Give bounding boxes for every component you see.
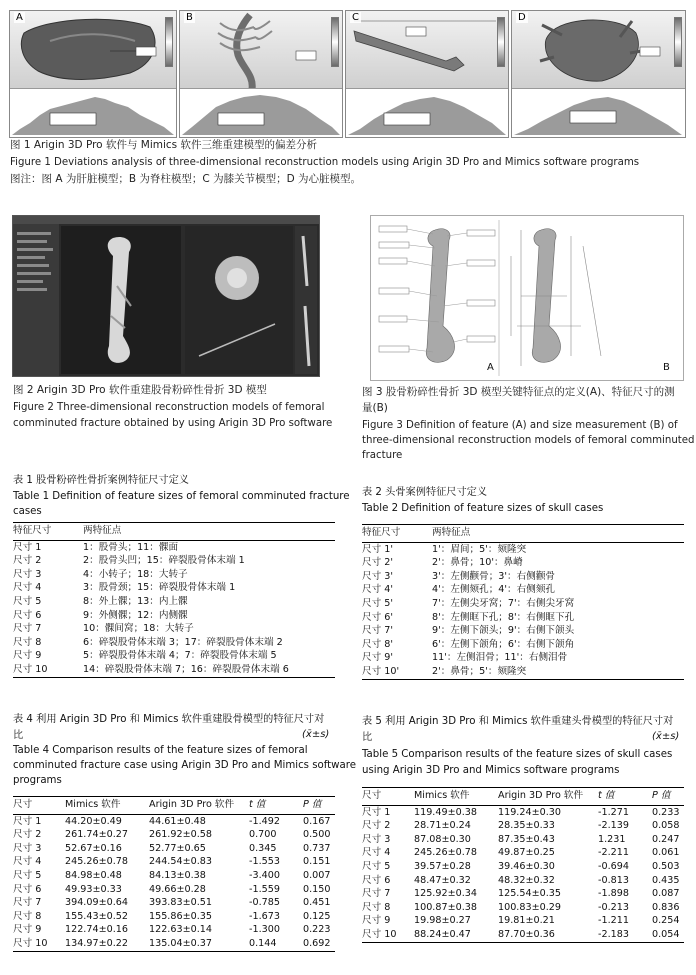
figure-1-panel-b [179, 10, 343, 138]
table-1 [13, 522, 335, 678]
figure-1-caption-zh: 图 1 Arigin 3D Pro 软件与 Mimics 软件三维重建模型的偏差分析 [10, 139, 317, 151]
table-cell: 0.836 [652, 901, 680, 913]
table-2-header-cell: 两特征点 [432, 525, 684, 543]
figure-3-caption-en-line-3: fracture [362, 450, 403, 461]
table-cell: 394.09±0.64 [65, 897, 128, 909]
table-cell: 尺寸 4 [13, 582, 42, 594]
table-cell: -0.694 [598, 860, 629, 872]
figure-3-caption-zh-line-1: 图 3 股骨粉碎性骨折 3D 模型关键特征点的定义(A)、特征尺寸的测 [362, 386, 675, 398]
table-4-title-zh-line-1: 表 4 利用 Arigin 3D Pro 和 Mimics 软件重建股骨模型的特征尺寸对 [13, 714, 325, 725]
table-cell: 3'：左侧颧骨；3'：右侧颧骨 [432, 570, 556, 582]
table-cell: 0.058 [652, 820, 680, 832]
knee-model-view [346, 11, 508, 89]
table-cell: 尺寸 3 [13, 568, 42, 580]
table-cell: 135.04±0.37 [149, 937, 249, 951]
table-row [13, 828, 335, 842]
table-cell: 0.254 [652, 915, 680, 927]
table-5-header-cell: Arigin 3D Pro 软件 [498, 788, 598, 806]
table-cell: 尺寸 5 [13, 595, 42, 607]
table-cell: 尺寸 9' [362, 652, 393, 664]
table-cell: -1.211 [598, 915, 629, 927]
table-cell: 87.35±0.43 [498, 833, 555, 845]
table-cell: 44.20±0.49 [65, 815, 122, 827]
table-cell: 134.97±0.22 [65, 937, 149, 951]
table-cell: 0.167 [303, 815, 331, 827]
knee-model-icon [346, 11, 508, 89]
table-cell: 2'：鼻骨；5'：颏隆突 [432, 665, 684, 679]
table-cell: 尺寸 10 [13, 663, 83, 677]
table-row [13, 540, 335, 554]
table-cell: 尺寸 1 [362, 806, 391, 818]
deviation-color-scale [674, 17, 682, 67]
figure-3-model-diagram [370, 215, 684, 381]
table-cell: 0.233 [652, 806, 680, 818]
figure-3-label-a: A [487, 362, 494, 373]
table-cell: 125.92±0.34 [414, 888, 477, 900]
table-cell: 0.503 [652, 860, 680, 872]
table-4-header-cell: Arigin 3D Pro 软件 [149, 797, 249, 815]
figure-1-caption-en: Figure 1 Deviations analysis of three-dimensional reconstruction models using Arigin 3D Pro and Mimics software programs [10, 157, 640, 168]
table-cell: 84.13±0.38 [149, 869, 206, 881]
table-cell: 100.83±0.29 [498, 901, 561, 913]
table-cell: 6'：左侧下颌角；6'：右侧下颌角 [432, 638, 575, 650]
table-cell: 9：外侧髁；12：内侧髁 [83, 609, 188, 621]
table-row [362, 651, 684, 665]
table-row [13, 814, 335, 828]
table-4-header-cell: Mimics 软件 [65, 797, 149, 815]
table-cell: 尺寸 1 [13, 541, 42, 553]
table-cell: -0.813 [598, 874, 629, 886]
table-row [13, 855, 335, 869]
table-cell: -3.400 [249, 869, 280, 881]
table-cell: 尺寸 2 [13, 829, 42, 841]
table-cell: 尺寸 6 [13, 883, 42, 895]
heart-model-view [512, 11, 685, 89]
table-cell: -0.213 [598, 901, 629, 913]
table-cell: 28.35±0.33 [498, 820, 555, 832]
table-cell: 10：髁间窝；18：大转子 [83, 623, 194, 635]
table-row [362, 846, 684, 860]
deviation-histogram [180, 88, 342, 137]
table-cell: 尺寸 5 [13, 869, 42, 881]
table-row [362, 805, 684, 819]
femur-feature-points-icon [371, 216, 683, 380]
table-row [13, 568, 335, 582]
table-cell: 48.32±0.32 [498, 874, 555, 886]
table-5 [362, 787, 684, 943]
table-cell: 尺寸 1' [362, 543, 393, 555]
table-cell: 1：股骨头；11：髁面 [83, 541, 179, 553]
table-cell: 0.007 [303, 869, 331, 881]
table-cell: 0.500 [303, 829, 331, 841]
table-cell: 尺寸 2 [362, 820, 391, 832]
table-2-title-en: Table 2 Definition of feature sizes of skull cases [362, 503, 604, 514]
table-5-header-row [362, 788, 684, 806]
table-cell: 39.57±0.28 [414, 860, 471, 872]
table-row [362, 887, 684, 901]
table-5-title-en-line-1: Table 5 Comparison results of the feature sizes of skull cases [362, 749, 673, 760]
table-cell: 2：股骨头凹；15：碎裂股骨体末端 1 [83, 555, 245, 567]
table-5-title-zh-line-2: 比 [362, 732, 373, 743]
figure-3-label-b: B [663, 362, 670, 373]
panel-letter-a: A [16, 12, 23, 23]
deviation-histogram [10, 88, 176, 137]
table-row [362, 928, 684, 942]
table-row [362, 542, 684, 556]
table-cell: 4'：左侧颏孔；4'：右侧颏孔 [432, 584, 556, 596]
table-4-header-cell: t 值 [249, 797, 303, 815]
table-cell: 尺寸 2 [13, 555, 42, 567]
table-5-stat-notation: (x̄±s) [652, 731, 680, 742]
table-cell: 尺寸 4' [362, 584, 393, 596]
table-cell: 87.08±0.30 [414, 833, 471, 845]
table-cell: 261.74±0.27 [65, 829, 128, 841]
table-cell: 0.247 [652, 833, 680, 845]
table-cell: 245.26±0.78 [414, 847, 477, 859]
table-cell: 尺寸 8 [13, 636, 42, 648]
table-cell: 87.70±0.36 [498, 928, 598, 942]
table-row [13, 649, 335, 663]
deviation-color-scale [497, 17, 505, 67]
table-cell: 261.92±0.58 [149, 829, 212, 841]
table-cell: 6：碎裂股骨体末端 3；17：碎裂股骨体末端 2 [83, 636, 283, 648]
table-cell: 0.087 [652, 888, 680, 900]
spine-model-icon [180, 11, 342, 89]
table-2-header-row [362, 525, 684, 543]
deviation-histogram [346, 88, 508, 137]
table-row [362, 901, 684, 915]
table-cell: 155.43±0.52 [65, 910, 128, 922]
table-row [13, 937, 335, 951]
liver-model-view [10, 11, 176, 89]
table-cell: 0.700 [249, 829, 277, 841]
table-cell: 9'：左侧下颌头；9'：右侧下颌头 [432, 625, 575, 637]
table-1-header-row [13, 523, 335, 541]
table-row [362, 583, 684, 597]
table-row [362, 914, 684, 928]
table-cell: 2'：鼻骨；10'：鼻嵴 [432, 557, 523, 569]
table-cell: 0.692 [303, 937, 335, 951]
table-cell: -2.139 [598, 820, 629, 832]
figure-3-caption-zh-line-2: 量(B) [362, 402, 388, 414]
table-cell: 52.67±0.16 [65, 842, 122, 854]
table-cell: 49.66±0.28 [149, 883, 206, 895]
table-cell: -1.898 [598, 888, 629, 900]
table-cell: -1.553 [249, 856, 280, 868]
table-cell: 0.144 [249, 937, 303, 951]
figure-2-software-screenshot [12, 215, 320, 377]
table-cell: 11'：左侧泪骨；11'：右侧泪骨 [432, 652, 568, 664]
deviation-histogram [512, 88, 685, 137]
table-cell: -1.673 [249, 910, 280, 922]
table-row [13, 663, 335, 677]
table-cell: 122.74±0.16 [65, 924, 128, 936]
table-cell: -1.300 [249, 924, 280, 936]
table-cell: 尺寸 8 [13, 910, 42, 922]
table-cell: 尺寸 3 [13, 842, 42, 854]
table-row [13, 923, 335, 937]
table-row [362, 556, 684, 570]
table-cell: 1.231 [598, 833, 626, 845]
figure-3-caption-en-line-2: three-dimensional reconstruction models of femoral comminuted [362, 435, 695, 446]
table-row [362, 611, 684, 625]
table-row [362, 833, 684, 847]
table-cell: 48.47±0.32 [414, 874, 471, 886]
table-cell: 1'：眉间；5'：颏隆突 [432, 543, 527, 555]
table-cell: 8'：左侧眶下孔；8'：右侧眶下孔 [432, 611, 575, 623]
figure-1-panel-c [345, 10, 509, 138]
table-5-title-zh-line-1: 表 5 利用 Arigin 3D Pro 和 Mimics 软件重建头骨模型的特征尺寸对 [362, 716, 674, 727]
table-cell: 0.125 [303, 910, 331, 922]
figure-1-panel-a [9, 10, 177, 138]
table-5-header-cell: t 值 [598, 788, 652, 806]
table-row [13, 554, 335, 568]
table-cell: -1.492 [249, 815, 280, 827]
table-cell: 尺寸 7 [13, 623, 42, 635]
table-row [13, 595, 335, 609]
table-cell: 122.63±0.14 [149, 924, 212, 936]
table-cell: 尺寸 10' [362, 665, 432, 679]
table-cell: 4：小转子；18：大转子 [83, 568, 188, 580]
liver-model-icon [10, 11, 176, 89]
table-4-stat-notation: (x̄±s) [302, 729, 330, 740]
table-cell: 119.24±0.30 [498, 806, 561, 818]
table-1-title-zh: 表 1 股骨粉碎性骨折案例特征尺寸定义 [13, 475, 189, 486]
table-cell: 尺寸 2' [362, 557, 393, 569]
table-cell: 3：股骨颈；15：碎裂股骨体末端 1 [83, 582, 236, 594]
table-cell: -0.785 [249, 897, 280, 909]
table-cell: 尺寸 6' [362, 611, 393, 623]
table-cell: 尺寸 4 [362, 847, 391, 859]
table-2-title-zh: 表 2 头骨案例特征尺寸定义 [362, 487, 488, 498]
panel-letter-b: B [186, 12, 193, 23]
table-cell: -1.559 [249, 883, 280, 895]
table-cell: 尺寸 9 [362, 915, 391, 927]
table-cell: 8：外上髁；13：内上髁 [83, 595, 188, 607]
table-cell: -1.271 [598, 806, 629, 818]
table-4-header-row [13, 797, 335, 815]
table-cell: 245.26±0.78 [65, 856, 128, 868]
spine-model-view [180, 11, 342, 89]
table-4-title-zh-line-2: 比 [13, 730, 24, 741]
panel-letter-d: D [518, 12, 526, 23]
table-2-header-cell: 特征尺寸 [362, 525, 432, 543]
table-cell: 尺寸 9 [13, 924, 42, 936]
figure-1-panel-d [511, 10, 686, 138]
table-cell: 尺寸 10 [362, 928, 414, 942]
table-row [362, 819, 684, 833]
table-5-header-cell: P 值 [652, 788, 684, 806]
table-row [13, 622, 335, 636]
table-cell: 49.87±0.25 [498, 847, 555, 859]
table-cell: 尺寸 1 [13, 815, 42, 827]
table-cell: 84.98±0.48 [65, 869, 122, 881]
panel-letter-c: C [352, 12, 359, 23]
figure-2-caption-zh: 图 2 Arigin 3D Pro 软件重建股骨粉碎性骨折 3D 模型 [13, 384, 267, 396]
table-cell: 尺寸 3 [362, 833, 391, 845]
table-cell: 49.93±0.33 [65, 883, 122, 895]
table-row [362, 570, 684, 584]
table-cell: 尺寸 8' [362, 638, 393, 650]
table-cell: 尺寸 6 [13, 609, 42, 621]
table-cell: 5：碎裂股骨体末端 4；7：碎裂股骨体末端 5 [83, 650, 277, 662]
table-cell: 尺寸 6 [362, 874, 391, 886]
table-cell: 100.87±0.38 [414, 901, 477, 913]
femur-reconstruction-icon [13, 216, 319, 376]
table-row [362, 597, 684, 611]
table-row [13, 842, 335, 856]
table-row [13, 910, 335, 924]
table-row [362, 624, 684, 638]
table-cell: 155.86±0.35 [149, 910, 212, 922]
table-cell: 尺寸 9 [13, 650, 42, 662]
table-row [13, 869, 335, 883]
table-1-header-cell: 特征尺寸 [13, 523, 83, 541]
figure-2-caption-en-line-1: Figure 2 Three-dimensional reconstruction models of femoral [13, 402, 325, 413]
deviation-color-scale [165, 17, 173, 67]
table-cell: 19.81±0.21 [498, 915, 555, 927]
table-cell: 125.54±0.35 [498, 888, 561, 900]
table-row [13, 896, 335, 910]
table-cell: 0.345 [249, 842, 277, 854]
table-1-header-cell: 两特征点 [83, 523, 335, 541]
deviation-color-scale [331, 17, 339, 67]
table-cell: 39.46±0.30 [498, 860, 555, 872]
table-cell: 0.054 [652, 928, 684, 942]
table-row [362, 665, 684, 679]
table-cell: 尺寸 5' [362, 597, 393, 609]
table-cell: 尺寸 8 [362, 901, 391, 913]
heart-model-icon [512, 11, 685, 89]
table-row [362, 874, 684, 888]
table-cell: -2.211 [598, 847, 629, 859]
table-cell: 393.83±0.51 [149, 897, 212, 909]
table-5-header-cell: Mimics 软件 [414, 788, 498, 806]
table-cell: 0.451 [303, 897, 331, 909]
table-row [362, 638, 684, 652]
table-1-title-en-line-1: Table 1 Definition of feature sizes of femoral comminuted fracture [13, 491, 350, 502]
table-4-title-en-line-1: Table 4 Comparison results of the feature sizes of femoral [13, 745, 308, 756]
table-cell: 尺寸 7 [13, 897, 42, 909]
table-cell: 44.61±0.48 [149, 815, 206, 827]
table-cell: 119.49±0.38 [414, 806, 477, 818]
table-cell: 尺寸 7' [362, 625, 393, 637]
table-cell: 52.77±0.65 [149, 842, 206, 854]
table-cell: -2.183 [598, 928, 652, 942]
table-cell: 0.151 [303, 856, 331, 868]
table-cell: 7'：左侧尖牙窝；7'：右侧尖牙窝 [432, 597, 575, 609]
table-cell: 尺寸 7 [362, 888, 391, 900]
table-4-header-cell: 尺寸 [13, 797, 65, 815]
table-row [13, 883, 335, 897]
table-cell: 尺寸 3' [362, 570, 393, 582]
table-cell: 0.061 [652, 847, 680, 859]
table-cell: 尺寸 4 [13, 856, 42, 868]
table-1-title-en-line-2: cases [13, 506, 42, 517]
figure-3-caption-en-line-1: Figure 3 Definition of feature (A) and size measurement (B) of [362, 420, 678, 431]
table-cell: 0.223 [303, 924, 331, 936]
table-2 [362, 524, 684, 680]
table-cell: 尺寸 10 [13, 937, 65, 951]
table-cell: 244.54±0.83 [149, 856, 212, 868]
figure-2-caption-en-line-2: comminuted fracture obtained by using Arigin 3D Pro software [13, 418, 333, 429]
table-cell: 0.150 [303, 883, 331, 895]
table-cell: 尺寸 5 [362, 860, 391, 872]
table-row [13, 636, 335, 650]
table-row [362, 860, 684, 874]
table-row [13, 609, 335, 623]
table-5-header-cell: 尺寸 [362, 788, 414, 806]
table-row [13, 581, 335, 595]
table-cell: 19.98±0.27 [414, 915, 471, 927]
table-4-header-cell: P 值 [303, 797, 335, 815]
table-4 [13, 796, 335, 952]
table-cell: 14：碎裂股骨体末端 7；16：碎裂股骨体末端 6 [83, 663, 335, 677]
figure-1-note: 图注：图 A 为肝脏模型；B 为脊柱模型；C 为膝关节模型；D 为心脏模型。 [10, 173, 361, 185]
table-cell: 0.435 [652, 874, 680, 886]
table-4-title-en-line-3: programs [13, 775, 62, 786]
table-cell: 0.737 [303, 842, 331, 854]
table-5-title-en-line-2: using Arigin 3D Pro and Mimics software programs [362, 765, 620, 776]
table-cell: 28.71±0.24 [414, 820, 471, 832]
table-4-title-en-line-2: comminuted fracture case using Arigin 3D Pro and Mimics software [13, 760, 356, 771]
table-cell: 88.24±0.47 [414, 928, 498, 942]
